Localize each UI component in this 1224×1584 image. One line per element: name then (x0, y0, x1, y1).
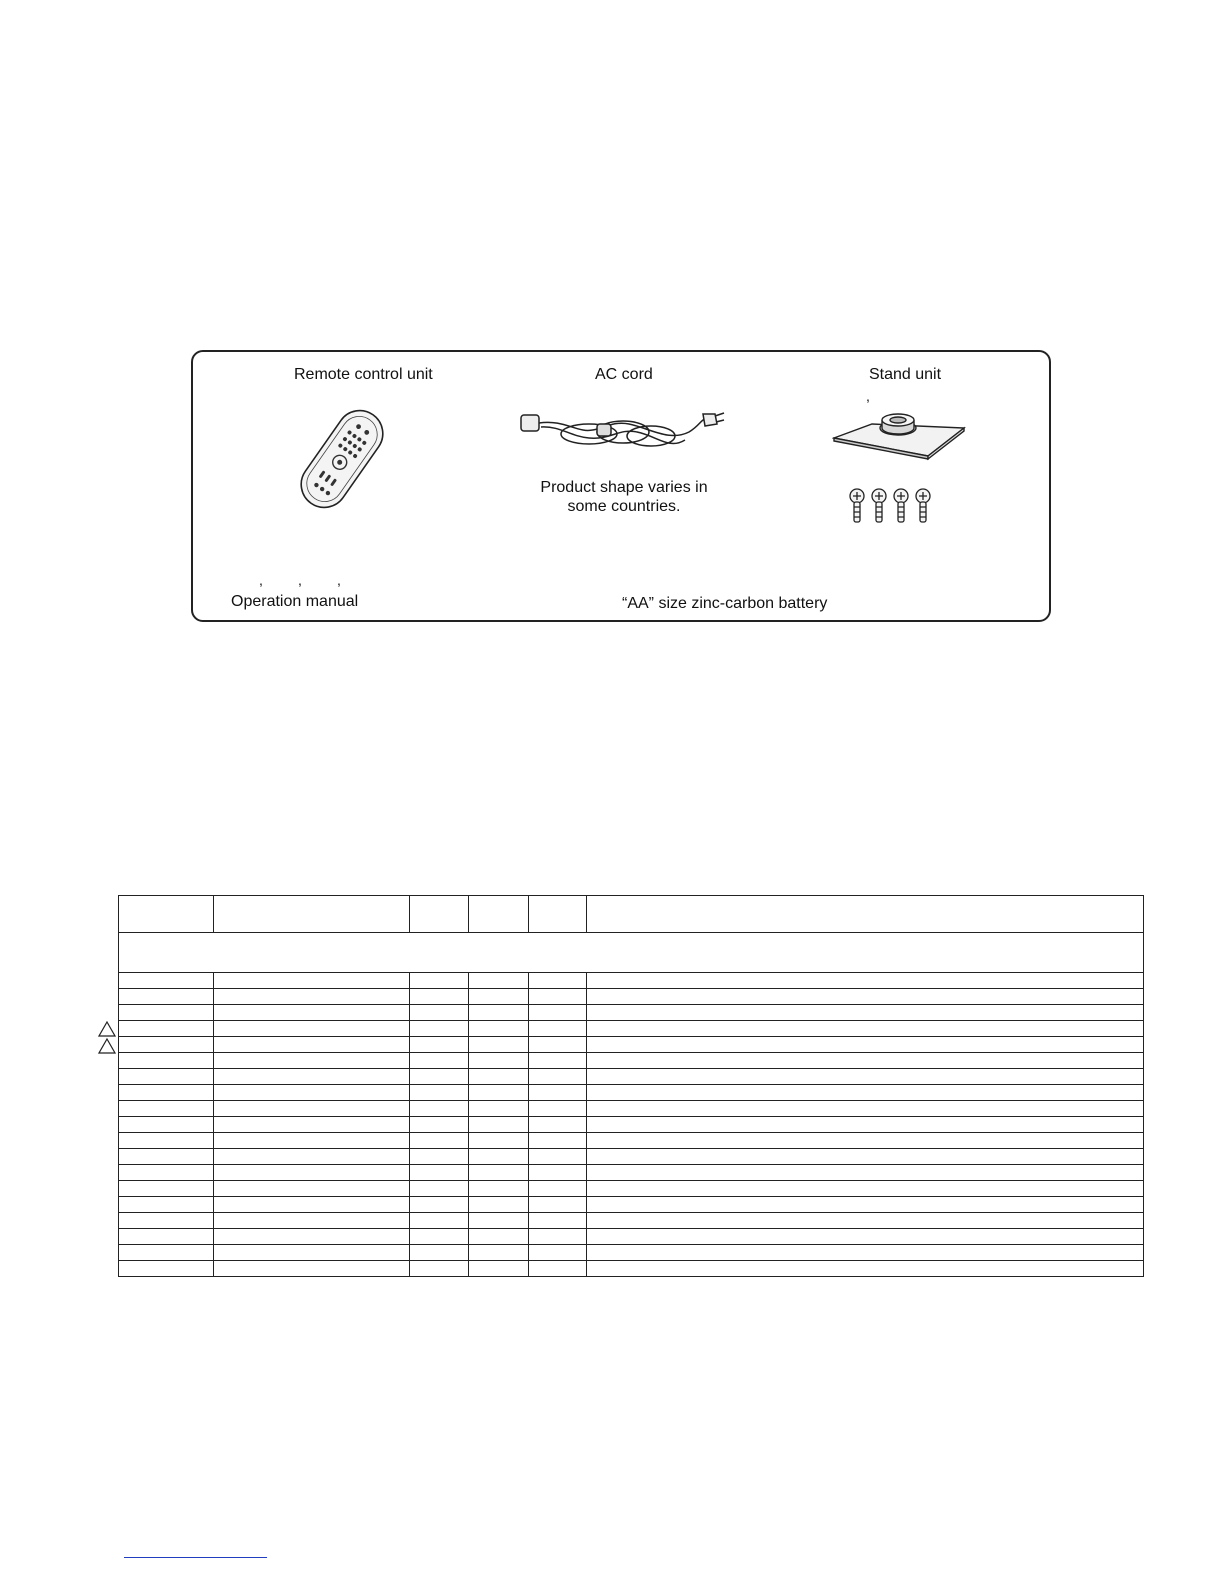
table-cell (529, 1261, 587, 1277)
table-cell (529, 1149, 587, 1165)
table-cell (214, 1069, 410, 1085)
table-cell (119, 1197, 214, 1213)
table-cell (214, 989, 410, 1005)
table-row (119, 1037, 1144, 1053)
table-cell (469, 1085, 529, 1101)
remote-control-icon (286, 398, 398, 520)
table-cell (469, 1133, 529, 1149)
table-cell (119, 1021, 214, 1037)
table-row (119, 1101, 1144, 1117)
table-cell (529, 1117, 587, 1133)
table-cell (410, 1085, 469, 1101)
table-cell (529, 973, 587, 989)
table-cell (214, 1101, 410, 1117)
table-cell (529, 1069, 587, 1085)
table-cell (119, 1117, 214, 1133)
table-group-row (119, 933, 1144, 973)
table-cell (410, 1229, 469, 1245)
table-cell (119, 1069, 214, 1085)
table-cell (119, 1149, 214, 1165)
table-cell (587, 1037, 1144, 1053)
table-row (119, 1245, 1144, 1261)
table-cell (119, 1213, 214, 1229)
table-cell (529, 1005, 587, 1021)
table-row (119, 1229, 1144, 1245)
table-row (119, 989, 1144, 1005)
header-cell (214, 896, 410, 933)
table-cell (587, 1245, 1144, 1261)
screw-icon (846, 488, 936, 526)
table-cell (469, 989, 529, 1005)
table-cell (529, 1181, 587, 1197)
table-cell (410, 1245, 469, 1261)
table-cell (529, 1229, 587, 1245)
table-row (119, 973, 1144, 989)
table-cell (587, 1085, 1144, 1101)
table-cell (587, 989, 1144, 1005)
table-cell (410, 1197, 469, 1213)
table-cell (469, 1245, 529, 1261)
table-row (119, 1213, 1144, 1229)
table-cell (214, 1197, 410, 1213)
stand-unit-icon (832, 406, 966, 462)
table-cell (529, 1245, 587, 1261)
table-cell (587, 1005, 1144, 1021)
ac-cord-label: AC cord (595, 366, 653, 383)
stand-tick: , (866, 388, 870, 404)
table-row (119, 1069, 1144, 1085)
table-cell (469, 1165, 529, 1181)
table-row (119, 1053, 1144, 1069)
parts-table (118, 895, 1144, 1277)
warning-triangle-icon (98, 1038, 116, 1054)
header-cell (469, 896, 529, 933)
table-row (119, 1181, 1144, 1197)
table-cell (587, 1053, 1144, 1069)
parts-table-body (119, 896, 1144, 1277)
table-row (119, 1133, 1144, 1149)
table-row (119, 1085, 1144, 1101)
table-cell (119, 1005, 214, 1021)
table-cell (119, 973, 214, 989)
table-row (119, 1117, 1144, 1133)
table-row (119, 1005, 1144, 1021)
table-cell (469, 1261, 529, 1277)
table-cell (587, 1229, 1144, 1245)
table-cell (587, 1069, 1144, 1085)
table-cell (410, 1005, 469, 1021)
table-cell (529, 1197, 587, 1213)
manual-tick-2: , (298, 572, 302, 588)
table-cell (214, 1213, 410, 1229)
warning-triangle-icon (98, 1021, 116, 1037)
table-cell (119, 1037, 214, 1053)
table-cell (587, 1261, 1144, 1277)
table-cell (587, 1181, 1144, 1197)
ac-cord-icon (519, 402, 725, 460)
header-cell (119, 896, 214, 933)
table-cell (410, 1021, 469, 1037)
footer-link-rule (124, 1557, 267, 1558)
table-header-row (119, 896, 1144, 933)
table-cell (469, 1037, 529, 1053)
table-row (119, 1261, 1144, 1277)
table-row (119, 1021, 1144, 1037)
table-cell (119, 1085, 214, 1101)
table-cell (214, 1117, 410, 1133)
table-cell (119, 1181, 214, 1197)
table-cell (410, 1037, 469, 1053)
table-cell (529, 1053, 587, 1069)
table-cell (587, 1149, 1144, 1165)
table-cell (529, 1213, 587, 1229)
table-cell (214, 1149, 410, 1165)
table-cell (410, 1069, 469, 1085)
table-cell (214, 1181, 410, 1197)
table-cell (529, 1085, 587, 1101)
table-cell (410, 1261, 469, 1277)
table-cell (587, 1197, 1144, 1213)
table-cell (119, 1261, 214, 1277)
table-cell (214, 973, 410, 989)
table-cell (587, 1213, 1144, 1229)
table-row (119, 1197, 1144, 1213)
table-cell (410, 1181, 469, 1197)
table-cell (410, 989, 469, 1005)
table-cell (214, 1165, 410, 1181)
table-cell (119, 1053, 214, 1069)
table-cell (587, 973, 1144, 989)
table-cell (469, 1101, 529, 1117)
header-cell (410, 896, 469, 933)
table-cell (469, 1053, 529, 1069)
table-cell (469, 1213, 529, 1229)
table-cell (410, 1133, 469, 1149)
table-row (119, 1165, 1144, 1181)
table-cell (119, 989, 214, 1005)
group-cell (119, 933, 1144, 973)
ac-cord-note: Product shape varies in some countries. (540, 479, 708, 515)
table-cell (119, 1101, 214, 1117)
table-cell (119, 1229, 214, 1245)
table-cell (529, 1165, 587, 1181)
table-cell (410, 1149, 469, 1165)
table-cell (214, 1021, 410, 1037)
table-cell (469, 1197, 529, 1213)
table-cell (529, 1133, 587, 1149)
table-cell (214, 1053, 410, 1069)
table-cell (214, 1261, 410, 1277)
table-cell (469, 1069, 529, 1085)
table-cell (587, 1117, 1144, 1133)
table-cell (119, 1133, 214, 1149)
table-cell (410, 1117, 469, 1133)
manual-tick-1: , (259, 572, 263, 588)
table-cell (587, 1133, 1144, 1149)
table-cell (587, 1101, 1144, 1117)
table-cell (469, 1181, 529, 1197)
table-cell (469, 973, 529, 989)
manual-tick-3: , (337, 572, 341, 588)
remote-control-label: Remote control unit (294, 366, 433, 383)
table-cell (119, 1245, 214, 1261)
table-row (119, 1149, 1144, 1165)
table-cell (410, 973, 469, 989)
table-cell (214, 1229, 410, 1245)
table-cell (410, 1053, 469, 1069)
table-cell (469, 1149, 529, 1165)
table-cell (214, 1085, 410, 1101)
table-cell (410, 1213, 469, 1229)
table-cell (469, 1005, 529, 1021)
table-cell (587, 1021, 1144, 1037)
table-cell (410, 1165, 469, 1181)
table-cell (587, 1165, 1144, 1181)
table-cell (410, 1101, 469, 1117)
table-cell (119, 1165, 214, 1181)
table-cell (214, 1133, 410, 1149)
header-cell (587, 896, 1144, 933)
table-cell (214, 1037, 410, 1053)
table-cell (469, 1229, 529, 1245)
stand-unit-label: Stand unit (869, 366, 942, 383)
battery-label: “AA” size zinc-carbon battery (622, 595, 828, 612)
table-cell (214, 1245, 410, 1261)
table-cell (469, 1117, 529, 1133)
table-cell (469, 1021, 529, 1037)
operation-manual-label: Operation manual (231, 593, 359, 610)
table-cell (214, 1005, 410, 1021)
table-cell (529, 1101, 587, 1117)
table-cell (529, 1037, 587, 1053)
header-cell (529, 896, 587, 933)
table-cell (529, 989, 587, 1005)
table-cell (529, 1021, 587, 1037)
